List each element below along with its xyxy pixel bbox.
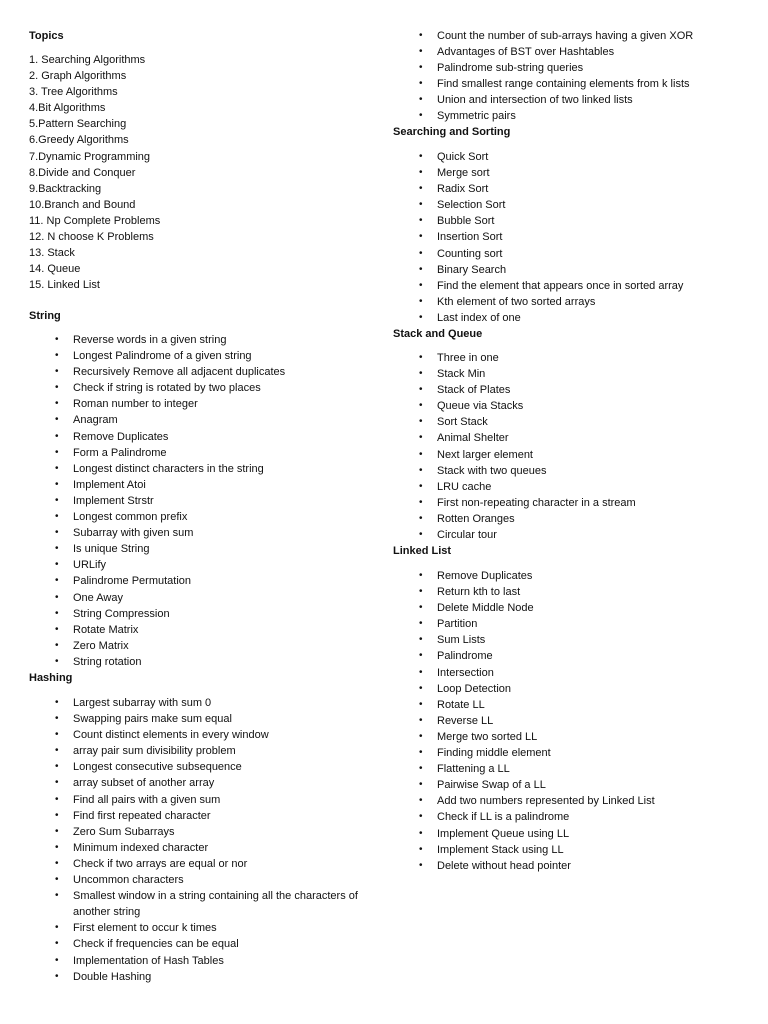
list-item-text: Longest distinct characters in the string (73, 462, 264, 475)
bullet-icon: • (55, 777, 59, 789)
bullet-icon: • (55, 334, 59, 345)
list-item-text: Symmetric pairs (437, 110, 516, 123)
list-item-text: Check if string is rotated by two places (73, 382, 261, 395)
bullet-icon: • (419, 666, 423, 678)
list-item (393, 398, 737, 414)
list-item-text: Double Hashing (73, 970, 152, 983)
string-heading: String (29, 310, 61, 322)
list-item (29, 792, 373, 808)
list-item (29, 727, 373, 743)
list-item (393, 479, 737, 495)
list-item (393, 745, 737, 761)
bullet-icon: • (55, 655, 59, 667)
list-item (29, 936, 373, 952)
list-item (29, 920, 373, 936)
bullet-icon: • (55, 825, 59, 837)
list-item (393, 681, 737, 697)
bullet-icon: • (55, 398, 59, 410)
list-item (393, 648, 737, 664)
bullet-icon: • (55, 446, 59, 458)
list-item-text: First non-repeating character in a stream (437, 496, 636, 509)
list-item-text: Counting sort (437, 247, 503, 260)
list-item-text: Find first repeated character (73, 809, 211, 822)
bullet-icon: • (55, 713, 59, 725)
list-item-text: Anagram (73, 414, 118, 427)
bullet-icon: • (419, 827, 423, 839)
list-item (29, 606, 373, 622)
bullet-icon: • (55, 559, 59, 571)
bullet-icon: • (55, 938, 59, 950)
bullet-icon: • (419, 602, 423, 614)
list-item (393, 761, 737, 777)
list-item-text: Stack Min (437, 368, 486, 381)
list-item-text: Partition (437, 618, 478, 631)
topic-item: 12. N choose K Problems (29, 231, 154, 244)
list-item (29, 824, 373, 840)
list-item (393, 729, 737, 745)
list-item (29, 573, 373, 589)
list-item-text: Selection Sort (437, 199, 506, 212)
bullet-icon: • (55, 607, 59, 619)
list-item-text: Radix Sort (437, 183, 489, 196)
list-item-text: Delete without head pointer (437, 859, 571, 872)
topic-item: 2. Graph Algorithms (29, 70, 127, 83)
list-item-text: Reverse words in a given string (73, 334, 227, 346)
list-item (29, 461, 373, 477)
list-item (29, 509, 373, 525)
list-item-text: Check if two arrays are equal or nor (73, 857, 248, 870)
bullet-icon: • (419, 714, 423, 726)
bullet-icon: • (419, 311, 423, 323)
list-item (29, 590, 373, 606)
bullet-icon: • (55, 729, 59, 741)
list-item (29, 969, 373, 985)
bullet-icon: • (55, 382, 59, 394)
list-item (393, 60, 737, 76)
list-item-text: Stack of Plates (437, 384, 511, 397)
list-item-text: Bubble Sort (437, 215, 495, 228)
bullet-icon: • (419, 859, 423, 871)
topic-item: 3. Tree Algorithms (29, 86, 118, 99)
list-item-text: Longest consecutive subsequence (73, 761, 242, 774)
linked-list-list (393, 568, 753, 874)
list-item-text: Implement Stack using LL (437, 843, 564, 856)
list-item (29, 445, 373, 461)
list-item (393, 511, 737, 527)
list-item-text: Uncommon characters (73, 874, 184, 887)
topic-item: 7.Dynamic Programming (29, 150, 151, 163)
list-item-text: Quick Sort (437, 151, 489, 163)
list-item-text: LRU cache (437, 480, 492, 493)
list-item (29, 808, 373, 824)
bullet-icon: • (419, 110, 423, 122)
list-item (29, 429, 373, 445)
bullet-icon: • (419, 634, 423, 646)
list-item (29, 654, 373, 670)
bullet-icon: • (419, 30, 423, 41)
list-item (29, 412, 373, 428)
list-item-text: Count distinct elements in every window (73, 729, 269, 742)
bullet-icon: • (55, 697, 59, 708)
bullet-icon: • (55, 745, 59, 757)
bullet-icon: • (55, 478, 59, 490)
bullet-icon: • (419, 779, 423, 791)
list-item (393, 246, 737, 262)
bullet-icon: • (419, 529, 423, 541)
list-item-text: Three in one (437, 352, 499, 364)
list-item (393, 229, 737, 245)
list-item (29, 396, 373, 412)
bullet-icon: • (419, 496, 423, 508)
bullet-icon: • (55, 761, 59, 773)
list-item-text: Check if LL is a palindrome (437, 811, 570, 824)
list-item-text: Merge sort (437, 167, 490, 180)
topic-item: 1. Searching Algorithms (29, 54, 146, 66)
list-item (393, 414, 737, 430)
bullet-icon: • (419, 416, 423, 428)
list-item-text: Stack with two queues (437, 464, 547, 477)
list-item (393, 278, 737, 294)
list-item-text: Implement Atoi (73, 478, 146, 491)
bullet-icon: • (419, 384, 423, 396)
list-item-text: Palindrome sub-string queries (437, 62, 584, 75)
bullet-icon: • (55, 543, 59, 555)
list-item-text: Remove Duplicates (73, 430, 169, 443)
list-item (393, 616, 737, 632)
bullet-icon: • (419, 763, 423, 775)
bullet-icon: • (55, 430, 59, 442)
list-item-text: Rotate Matrix (73, 623, 139, 636)
stack-queue-list (393, 350, 753, 543)
list-item-text: Implement Queue using LL (437, 827, 570, 840)
bullet-icon: • (55, 954, 59, 966)
list-item (29, 856, 373, 872)
bullet-icon: • (419, 650, 423, 662)
bullet-icon: • (55, 366, 59, 378)
topic-item: 6.Greedy Algorithms (29, 134, 129, 147)
bullet-icon: • (55, 591, 59, 603)
linked-list-heading: Linked List (393, 545, 452, 557)
list-item-text: Delete Middle Node (437, 602, 534, 615)
list-item-text: Merge two sorted LL (437, 730, 538, 743)
bullet-icon: • (419, 279, 423, 291)
list-item-text: URLify (73, 559, 107, 572)
bullet-icon: • (419, 586, 423, 598)
bullet-icon: • (419, 400, 423, 412)
list-item (29, 332, 373, 348)
list-item-text: Binary Search (437, 263, 507, 276)
list-item-text: First element to occur k times (73, 922, 217, 935)
bullet-icon: • (419, 62, 423, 74)
bullet-icon: • (419, 682, 423, 694)
list-item-text: Loop Detection (437, 682, 511, 695)
list-item (393, 310, 737, 326)
list-item-text: Count the number of sub-arrays having a given XOR (437, 30, 694, 42)
searching-sorting-list (393, 149, 753, 326)
topics-heading: Topics (29, 30, 64, 42)
list-item (393, 213, 737, 229)
bullet-icon: • (419, 747, 423, 759)
bullet-icon: • (419, 183, 423, 195)
list-item (29, 888, 373, 920)
bullet-icon: • (55, 511, 59, 523)
bullet-icon: • (419, 46, 423, 58)
list-item (29, 525, 373, 541)
bullet-icon: • (419, 215, 423, 227)
list-item-text: Sort Stack (437, 416, 488, 429)
list-item (393, 28, 737, 44)
list-item (393, 632, 737, 648)
list-item-text: Smallest window in a string containing all the characters of another string (73, 890, 358, 919)
list-item (393, 350, 737, 366)
list-item (393, 495, 737, 511)
bullet-icon: • (419, 730, 423, 742)
list-item-text: Reverse LL (437, 714, 494, 727)
bullet-icon: • (55, 922, 59, 934)
list-item-text: Union and intersection of two linked lists (437, 94, 633, 107)
list-item-text: Longest common prefix (73, 511, 188, 524)
list-item-text: Flattening a LL (437, 763, 510, 776)
bullet-icon: • (55, 527, 59, 539)
list-item (393, 294, 737, 310)
topic-item: 5.Pattern Searching (29, 118, 127, 131)
list-item-text: Rotate LL (437, 698, 485, 711)
list-item-text: Last index of one (437, 311, 521, 324)
list-item (393, 108, 737, 124)
bullet-icon: • (419, 464, 423, 476)
list-item (393, 430, 737, 446)
list-item-text: Minimum indexed character (73, 841, 209, 854)
list-item (29, 638, 373, 654)
list-item (29, 477, 373, 493)
list-item (29, 622, 373, 638)
bullet-icon: • (55, 793, 59, 805)
list-item-text: Palindrome (437, 650, 493, 663)
list-item-text: Next larger element (437, 448, 533, 461)
list-item-text: String rotation (73, 655, 142, 668)
bullet-icon: • (419, 295, 423, 307)
list-item-text: Swapping pairs make sum equal (73, 713, 232, 726)
topic-item: 14. Queue (29, 263, 81, 276)
list-item-text: Roman number to integer (73, 398, 198, 411)
list-item-text: Sum Lists (437, 634, 486, 647)
list-item (29, 380, 373, 396)
list-item (393, 92, 737, 108)
list-item (393, 366, 737, 382)
topic-item: 4.Bit Algorithms (29, 102, 106, 115)
bullet-icon: • (55, 494, 59, 506)
bullet-icon: • (55, 857, 59, 869)
list-item (393, 665, 737, 681)
list-item (393, 600, 737, 616)
list-item-text: array subset of another array (73, 777, 215, 790)
bullet-icon: • (419, 94, 423, 106)
list-item (393, 697, 737, 713)
list-item-text: Implementation of Hash Tables (73, 954, 224, 967)
bullet-icon: • (419, 570, 423, 581)
bullet-icon: • (419, 368, 423, 380)
list-item-text: Subarray with given sum (73, 527, 194, 540)
list-item (393, 584, 737, 600)
list-item-text: Rotten Oranges (437, 512, 515, 525)
bullet-icon: • (419, 448, 423, 460)
topics-list (29, 52, 160, 293)
bullet-icon: • (419, 480, 423, 492)
list-item-text: Palindrome Permutation (73, 575, 192, 588)
list-item-text: Return kth to last (437, 586, 521, 599)
list-item (393, 149, 737, 165)
bullet-icon: • (419, 263, 423, 275)
list-item (29, 759, 373, 775)
list-item (393, 181, 737, 197)
list-item-text: String Compression (73, 607, 170, 620)
list-item-text: Find smallest range containing elements from k lists (437, 78, 690, 91)
topic-item: 13. Stack (29, 247, 75, 260)
string-list (29, 332, 379, 670)
topic-item: 11. Np Complete Problems (29, 214, 161, 227)
bullet-icon: • (419, 512, 423, 524)
list-item (29, 840, 373, 856)
list-item-text: Finding middle element (437, 747, 551, 760)
list-item-text: Pairwise Swap of a LL (437, 779, 546, 792)
bullet-icon: • (55, 970, 59, 982)
list-item-text: array pair sum divisibility problem (73, 745, 236, 758)
list-item (29, 953, 373, 969)
list-item (393, 793, 737, 809)
bullet-icon: • (419, 78, 423, 90)
list-item-text: Check if frequencies can be equal (73, 938, 239, 951)
hashing-heading: Hashing (29, 672, 73, 684)
list-item-text: Remove Duplicates (437, 570, 533, 582)
bullet-icon: • (55, 414, 59, 426)
bullet-icon: • (419, 843, 423, 855)
bullet-icon: • (419, 151, 423, 162)
list-item (393, 382, 737, 398)
list-item (29, 743, 373, 759)
list-item (393, 463, 737, 479)
list-item (29, 364, 373, 380)
list-item (29, 493, 373, 509)
list-item (393, 44, 737, 60)
bullet-icon: • (419, 618, 423, 630)
list-item (393, 527, 737, 543)
bullet-icon: • (419, 811, 423, 823)
list-item (29, 711, 373, 727)
topic-item: 9.Backtracking (29, 182, 102, 195)
bullet-icon: • (419, 167, 423, 179)
hashing-list (29, 695, 379, 985)
bullet-icon: • (419, 352, 423, 363)
list-item (393, 568, 737, 584)
list-item (393, 76, 737, 92)
bullet-icon: • (419, 795, 423, 807)
list-item-text: Implement Strstr (73, 494, 154, 507)
list-item (393, 842, 737, 858)
list-item-text: Add two numbers represented by Linked List (437, 795, 655, 808)
list-item (393, 713, 737, 729)
list-item-text: Circular tour (437, 529, 497, 542)
bullet-icon: • (419, 698, 423, 710)
list-item-text: Intersection (437, 666, 494, 679)
list-item (393, 809, 737, 825)
list-item (29, 541, 373, 557)
bullet-icon: • (419, 231, 423, 243)
list-item (393, 447, 737, 463)
list-item (29, 775, 373, 791)
hashing-continued-list (393, 28, 753, 125)
list-item (393, 777, 737, 793)
list-item-text: Zero Matrix (73, 639, 129, 652)
list-item (393, 165, 737, 181)
topic-item: 15. Linked List (29, 279, 100, 292)
list-item-text: Longest Palindrome of a given string (73, 350, 252, 363)
list-item (29, 348, 373, 364)
bullet-icon: • (419, 432, 423, 444)
list-item-text: Find all pairs with a given sum (73, 793, 221, 806)
bullet-icon: • (55, 623, 59, 635)
bullet-icon: • (55, 462, 59, 474)
bullet-icon: • (55, 639, 59, 651)
bullet-icon: • (55, 575, 59, 587)
list-item-text: Largest subarray with sum 0 (73, 697, 212, 709)
list-item-text: Recursively Remove all adjacent duplicates (73, 366, 286, 379)
bullet-icon: • (419, 199, 423, 211)
list-item (393, 197, 737, 213)
list-item (393, 262, 737, 278)
list-item (29, 557, 373, 573)
stack-queue-heading: Stack and Queue (393, 328, 483, 340)
list-item-text: Queue via Stacks (437, 400, 524, 413)
list-item-text: Advantages of BST over Hashtables (437, 46, 615, 59)
list-item-text: Form a Palindrome (73, 446, 167, 459)
bullet-icon: • (55, 841, 59, 853)
topic-item: 10.Branch and Bound (29, 198, 136, 211)
list-item-text: One Away (73, 591, 123, 604)
bullet-icon: • (55, 874, 59, 886)
bullet-icon: • (419, 247, 423, 259)
list-item-text: Find the element that appears once in sorted array (437, 279, 684, 292)
list-item (29, 872, 373, 888)
list-item (29, 695, 373, 711)
list-item (393, 826, 737, 842)
list-item-text: Is unique String (73, 543, 150, 556)
list-item-text: Kth element of two sorted arrays (437, 295, 596, 308)
bullet-icon: • (55, 350, 59, 362)
topic-item: 8.Divide and Conquer (29, 166, 136, 179)
list-item-text: Insertion Sort (437, 231, 503, 244)
bullet-icon: • (55, 809, 59, 821)
bullet-icon: • (55, 890, 59, 902)
list-item-text: Zero Sum Subarrays (73, 825, 175, 838)
list-item-text: Animal Shelter (437, 432, 509, 445)
list-item (393, 858, 737, 874)
searching-sorting-heading: Searching and Sorting (393, 126, 511, 138)
